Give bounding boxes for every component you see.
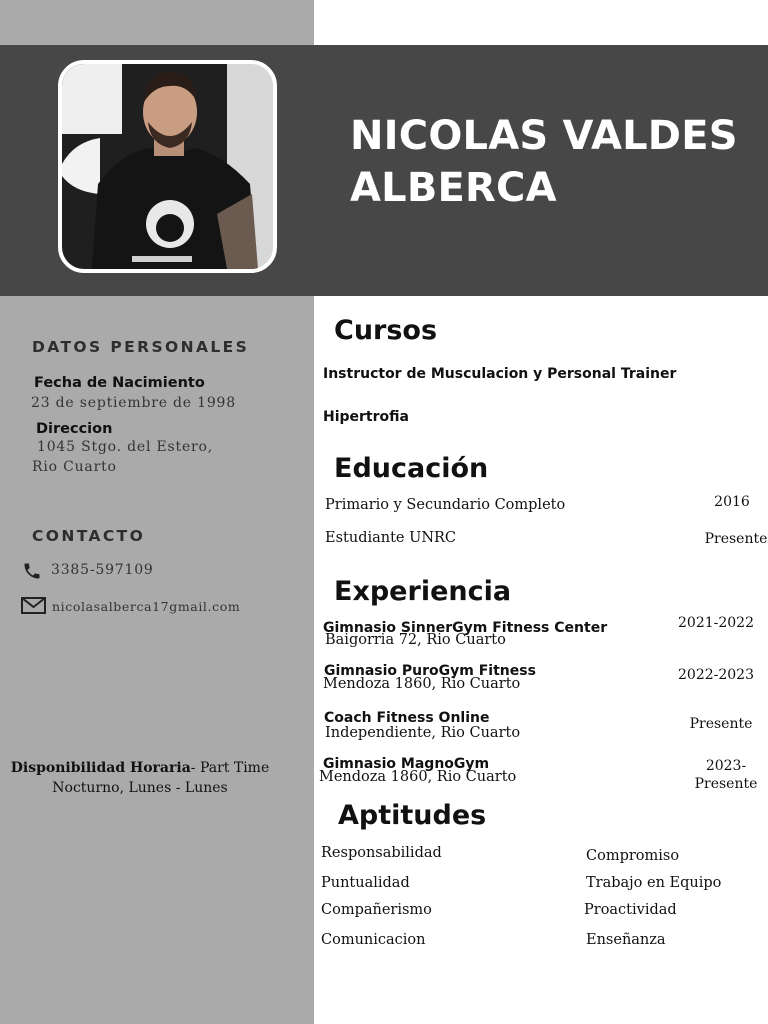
experience-location: Independiente, Rio Cuarto <box>325 725 521 741</box>
profile-photo <box>58 60 277 273</box>
experience-location: Baigorria 72, Rio Cuarto <box>325 632 506 648</box>
contact-heading: CONTACTO <box>32 527 146 545</box>
address-label: Direccion <box>36 421 113 437</box>
experience-company: Gimnasio PuroGym Fitness <box>324 663 536 679</box>
availability <box>0 758 280 798</box>
experience-period: 2022-2023 <box>678 667 754 683</box>
name-line-1: NICOLAS VALDES <box>350 113 738 159</box>
education-heading: Educación <box>334 453 489 484</box>
availability-type: - Part Time <box>190 760 270 776</box>
name-line-2: ALBERCA <box>350 165 557 211</box>
phone-number[interactable]: 3385-597109 <box>51 562 154 578</box>
phone-icon <box>22 561 42 581</box>
education-item-name: Primario y Secundario Completo <box>325 497 566 513</box>
experience-period-line-1: 2023- <box>705 758 747 774</box>
experience-heading: Experiencia <box>334 576 512 607</box>
education-item-name: Estudiante UNRC <box>325 530 457 546</box>
availability-line-1 <box>0 758 280 778</box>
experience-location: Mendoza 1860, Rio Cuarto <box>323 676 521 692</box>
email-address[interactable]: nicolasalberca17gmail.com <box>52 599 241 614</box>
skill-item: Compromiso <box>586 848 680 864</box>
address-value <box>32 437 213 477</box>
address-line-2: Rio Cuarto <box>32 459 117 475</box>
birth-date-label: Fecha de Nacimiento <box>34 375 205 391</box>
experience-company: Gimnasio SinnerGym Fitness Center <box>323 620 608 636</box>
education-item-period: Presente <box>704 531 768 547</box>
experience-period: Presente <box>689 716 753 732</box>
experience-location: Mendoza 1860, Rio Cuarto <box>319 769 517 785</box>
experience-period <box>690 757 762 793</box>
skills-heading: Aptitudes <box>338 800 487 831</box>
envelope-icon <box>21 597 46 614</box>
experience-period-line-2: Presente <box>694 776 758 792</box>
skill-item: Enseñanza <box>586 932 666 948</box>
experience-period: 2021-2022 <box>678 615 754 631</box>
skill-item: Proactividad <box>584 902 677 918</box>
skill-item: Trabajo en Equipo <box>586 875 722 891</box>
experience-company: Coach Fitness Online <box>324 710 490 726</box>
birth-date-value: 23 de septiembre de 1998 <box>31 395 236 411</box>
availability-line-2: Nocturno, Lunes - Lunes <box>52 780 228 796</box>
course-item: Instructor de Musculacion y Personal Trainer <box>323 366 677 382</box>
personal-data-heading: DATOS PERSONALES <box>32 338 250 356</box>
skill-item: Responsabilidad <box>321 845 442 861</box>
course-item: Hipertrofia <box>323 409 409 425</box>
full-name <box>350 110 760 214</box>
address-line-1: 1045 Stgo. del Estero, <box>37 439 214 455</box>
courses-heading: Cursos <box>334 315 438 346</box>
skill-item: Comunicacion <box>321 932 426 948</box>
availability-label: Disponibilidad Horaria <box>10 760 191 776</box>
skill-item: Puntualidad <box>321 875 410 891</box>
education-item-period: 2016 <box>714 494 750 510</box>
experience-company: Gimnasio MagnoGym <box>323 756 490 772</box>
skill-item: Compañerismo <box>321 902 432 918</box>
